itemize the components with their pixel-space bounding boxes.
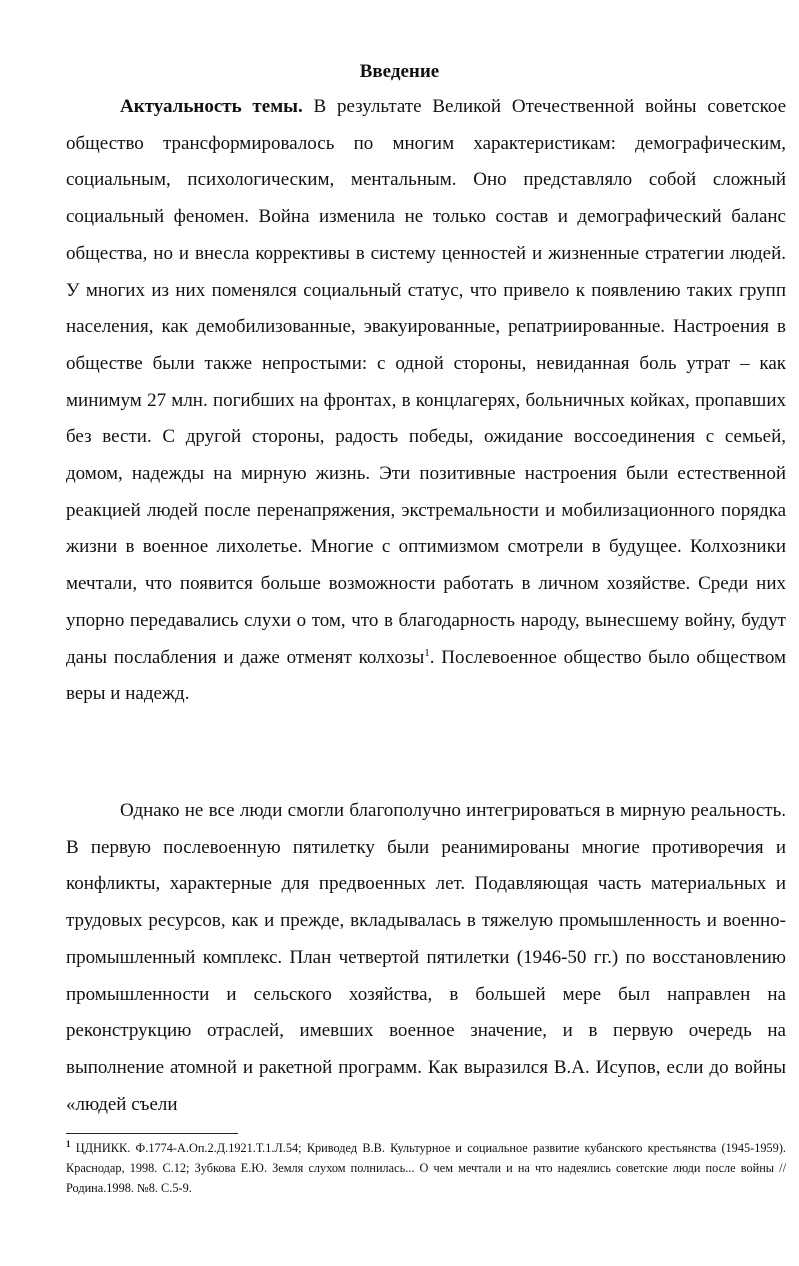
paragraph-lead: Актуальность темы. (120, 96, 303, 117)
section-heading: Введение (359, 61, 440, 82)
footnote-text: ЦДНИКК. Ф.1774-А.Оп.2.Д.1921.Т.1.Л.54; Криводед В.В. Культурное и социальное развитие кубанского крестьянства (1945-1959). Краснодар, 1998. С.12; Зубкова Е.Ю. Земля слухом полнилась... О чем мечтали и на что надеялись советские люди после войны // Родина.1998. №8. С.5-9. (66, 1141, 786, 1195)
footnote (66, 1138, 786, 1198)
paragraph-text-end: . Послевоенное общество было обществом веры и надежд. (66, 646, 786, 705)
footnote-reference[interactable]: 1 (424, 646, 430, 659)
paragraph-relevance (66, 89, 786, 713)
footnote-number: 1 (66, 1139, 71, 1149)
footnote-divider (66, 1133, 238, 1134)
paragraph-second: Однако не все люди смогли благополучно интегрироваться в мирную реальность. В первую послевоенную пятилетку были реанимированы многие противоречия и конфликты, характерные для предвоенных лет. Подавляющая часть материальных и трудовых ресурсов, как и прежде, вкладывалась в тяжелую промышленность и военно-промышленный комплекс. План четвертой пятилетки (1946-50 гг.) по восстановлению промышленности и сельского хозяйства, в большей мере был направлен на реконструкцию отраслей, имевших военное значение, и в первую очередь на выполнение атомной и ракетной программ. Как выразился В.А. Исупов, если до войны «людей съели (66, 800, 786, 1115)
paragraph-text: В результате Великой Отечественной войны советское общество трансформировалось по многим характеристикам: демографическим, социальным, психологическим, ментальным. Оно представляло собой сложный социальный феномен. Война изменила не только состав и демографический баланс общества, но и внесла коррективы в систему ценностей и жизненные стратегии людей. У многих из них поменялся социальный статус, что привело к появлению таких групп населения, как демобилизованные, эвакуированные, репатриированные. Настроения в обществе были также непростыми: с одной стороны, невиданная боль утрат – как минимум 27 млн. погибших на фронтах, в концлагерях, больничных койках, пропавших без вести. С другой стороны, радость победы, ожидание воссоединения с семьей, домом, надежды на мирную жизнь. Эти позитивные настроения были естественной реакцией людей после перенапряжения, экстремальности и мобилизационного порядка жизни в военное лихолетье. Многие с оптимизмом смотрели в будущее. Колхозники мечтали, что появится больше возможности работать в личном хозяйстве. Среди них упорно передавались слухи о том, что в благодарность народу, вынесшему войну, будут даны послабления и даже отменят колхозы (66, 96, 786, 668)
